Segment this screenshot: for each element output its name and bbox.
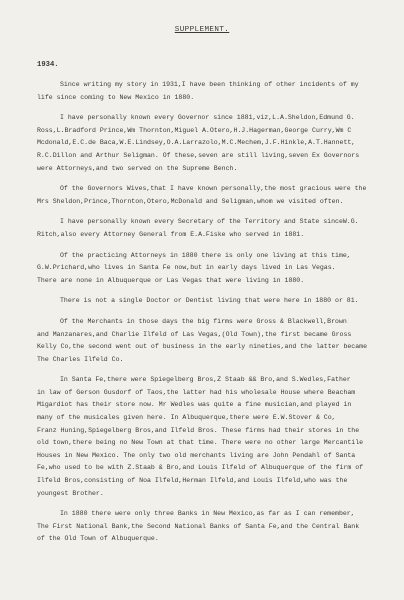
paragraph-gap (37, 500, 383, 508)
paragraph-gap (37, 242, 383, 250)
text-line: Of the Governors Wives,that I have known personally,the most gracious were the (60, 185, 367, 193)
year-label: 1934. (37, 61, 59, 69)
paragraph (37, 112, 383, 175)
text-line: Franz Huning,Spiegelberg Bros,and Ilfeld Bros. These firms had their stores in the (37, 426, 360, 434)
text-line: G.W.Prichard,who lives in Santa Fe now,but in early days lived in Las Vegas. (37, 264, 336, 272)
text-line: Kelly Co,the second went out of business in the early nineties,and the latter became (37, 343, 368, 351)
text-line: Of the Merchants in those days the big firms were Gross & Blackwell,Brown (60, 317, 347, 325)
paragraph (37, 183, 383, 208)
text-line: Fe,who used to be with Z.Staab & Bro,and Louis Ilfeld of Albuquerque of the firm of (37, 464, 364, 472)
text-line: Mcdonald,E.C.de Baca,W.E.Lindsey,O.A.Larrazolo,M.C.Mechem,J.F.Hinkle,A.T.Hannett, (37, 139, 356, 147)
text-line: life since coming to New Mexico in 1880. (37, 93, 195, 101)
text-line: The Charles Ilfeld Co. (37, 355, 124, 363)
text-line: many of the musicales given here. In Albuquerque,there were E.W.Stover & Co, (37, 414, 336, 422)
text-line: I have personally known every Governor since 1881,viz,L.A.Sheldon,Edmund G. (60, 114, 355, 122)
text-line: in law of Gerson Gusdorf of Taos,the latter had his wholesale House where Beacham (37, 388, 356, 396)
text-line: youngest Brother. (37, 489, 104, 497)
paragraph-gap (37, 308, 383, 316)
paragraph (37, 250, 383, 288)
paragraph (37, 216, 383, 241)
text-line: In Santa Fe,there were Spiegelberg Bros,Z Staab && Bro,and S.Wedles,Father (60, 376, 351, 384)
text-line: Ritch,also every Attorney General from E.A.Fiske who served in 1881. (37, 230, 305, 238)
text-line: old town,there being no New Town at that time. There were no other large Mercantile (37, 439, 364, 447)
paragraph (37, 295, 383, 308)
text-line: of the Old Town of Albuquerque. (37, 535, 159, 543)
text-line: Mrs Sheldon,Prince,Thornton,Otero,McDonald and Seligman,whom we visited often. (37, 197, 344, 205)
paragraph (37, 316, 383, 366)
paragraph-gap (37, 208, 383, 216)
text-line: Since writing my story in 1931,I have been thinking of other incidents of my (60, 81, 359, 88)
paragraph-gap (37, 104, 383, 112)
paragraph (37, 79, 383, 104)
text-line: R.C.Dillon and Arthur Seligman. Of these,seven are still living,seven Ex Governors (37, 151, 360, 159)
text-line: were Attorneys,and two served on the Supreme Bench. (37, 164, 238, 172)
paragraph (37, 374, 383, 500)
text-line: Migardiot has their store now. Mr Wedles was quite a fine musician,and played in (37, 401, 352, 409)
text-line: Houses in New Mexico. The only two old merchants living are John Pendahl of Santa (37, 451, 356, 459)
text-line: and Manzanares,and Charlie Ilfeld of Las Vegas,(Old Town),the first became Gross (37, 330, 352, 338)
page-heading: SUPPLEMENT. (174, 26, 230, 34)
paragraph-gap (37, 175, 383, 183)
body-text (37, 79, 383, 546)
text-line: Of the practicing Attorneys in 1880 there is only one living at this time, (60, 251, 351, 259)
text-line: I have personally known every Secretary of the Territory and State sinceW.G. (60, 218, 359, 226)
text-line: In 1880 there were only three Banks in New Mexico,as far as I can remember, (60, 510, 355, 518)
paragraph-gap (37, 287, 383, 295)
text-line: The First National Bank,the Second National Banks of Santa Fe,and the Central Bank (37, 522, 360, 530)
paragraph (37, 508, 383, 546)
text-line: Ross,L.Bradford Prince,Wm Thornton,Miguel A.Otero,H.J.Hagerman,George Curry,Wm C (37, 126, 352, 134)
text-line: Ilfeld Bros,consisting of Noa Ilfeld,Herman Ilfeld,and Louis Ilfeld,who was the (37, 477, 348, 485)
text-line: There are none in Albuquerque or Las Vegas that were living in 1880. (37, 276, 305, 284)
text-line: There is not a single Doctor or Dentist living that were here in 1880 or 81. (60, 297, 359, 305)
paragraph-gap (37, 366, 383, 374)
